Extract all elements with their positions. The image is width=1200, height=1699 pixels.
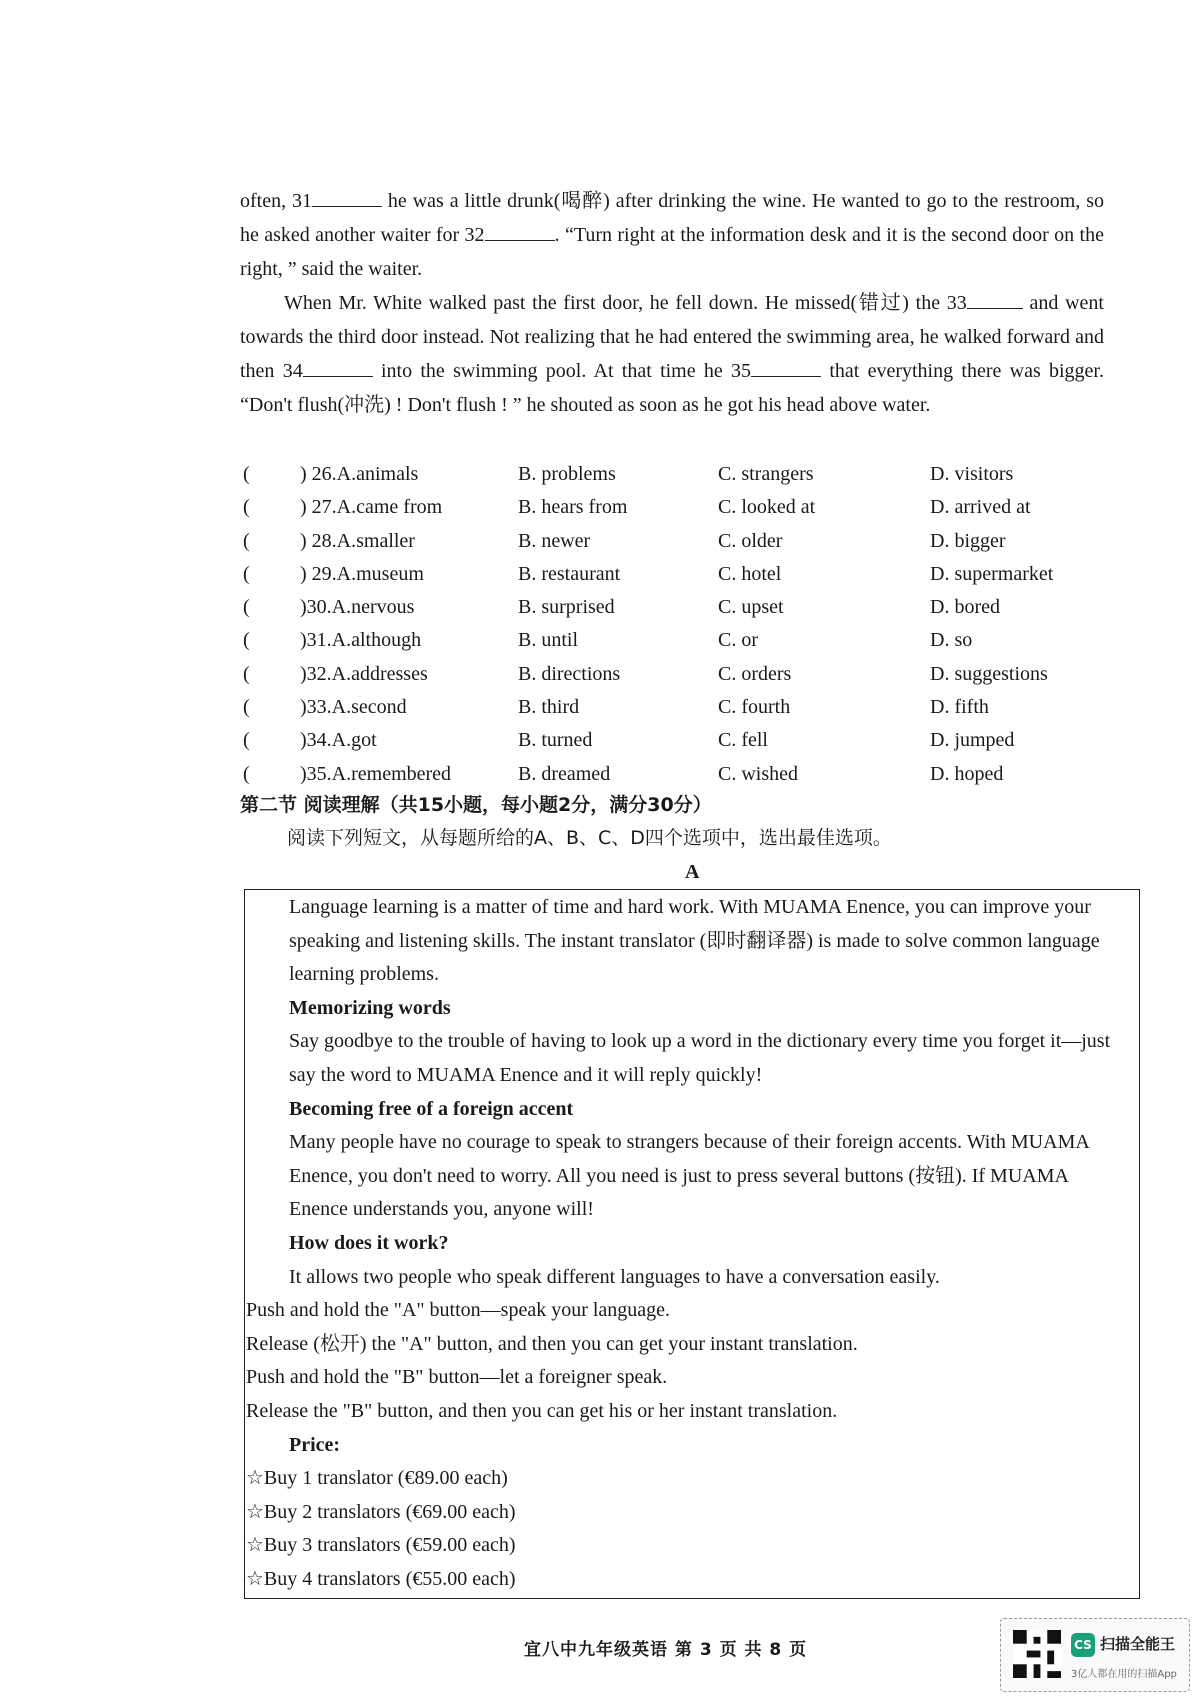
page-footer: 宜八中九年级英语 第 3 页 共 8 页 xyxy=(524,1640,808,1660)
cloze-text: he was a little drunk(喝醉) after drinking the wine. He wanted to go to the restroom, so he asked another waiter for 32 xyxy=(240,190,1105,246)
step-item: Release the "B" button, and then you can get his or her instant translation. xyxy=(246,1399,838,1422)
option-d: D. jumped xyxy=(930,729,1015,752)
option-c: C. orders xyxy=(718,662,792,685)
cloze-text: When Mr. White walked past the first door, he fell down. He missed(错过) the 33 xyxy=(284,292,967,314)
option-a: )33.A.second xyxy=(300,696,407,719)
price-item: ☆Buy 4 translators (€55.00 each) xyxy=(246,1567,516,1590)
option-row-28: ( ) 28.A.smaller B. newer C. older D. bigger xyxy=(240,525,1110,558)
cloze-paragraph-1 xyxy=(240,184,1104,286)
step-item: Release (松开) the "A" button, and then you can get your instant translation. xyxy=(246,1332,858,1355)
option-row-29: ( ) 29.A.museum B. restaurant C. hotel D. supermarket xyxy=(240,558,1110,591)
option-c: C. hotel xyxy=(718,562,782,585)
option-c: C. fourth xyxy=(718,696,791,719)
option-row-27: ( ) 27.A.came from B. hears from C. looked at D. arrived at xyxy=(240,491,1110,524)
option-row-30: ( )30.A.nervous B. surprised C. upset D. bored xyxy=(240,591,1110,624)
option-row-34: ( )34.A.got B. turned C. fell D. jumped xyxy=(240,724,1110,757)
price-item: ☆Buy 1 translator (€89.00 each) xyxy=(246,1467,508,1490)
option-row-31: ( )31.A.although B. until C. or D. so xyxy=(240,624,1110,657)
badge-title: 扫描全能王 xyxy=(1100,1635,1176,1653)
option-c: C. upset xyxy=(718,596,784,619)
option-a: )34.A.got xyxy=(300,729,377,752)
option-d: D. arrived at xyxy=(930,496,1031,519)
option-a: )30.A.nervous xyxy=(300,596,415,619)
option-c: C. older xyxy=(718,529,783,552)
passage-intro: Language learning is a matter of time and hard work. With MUAMA Enence, you can improve your speaking and listening skills. The instant translator (即时翻译器) is made to solve common language learning problems. xyxy=(289,896,1100,986)
option-c: C. or xyxy=(718,629,758,652)
option-row-32: ( )32.A.addresses B. directions C. orders D. suggestions xyxy=(240,658,1110,691)
option-b: B. surprised xyxy=(518,596,615,619)
option-d: D. bored xyxy=(930,596,1000,619)
badge-subtitle: 3亿人都在用的扫描App xyxy=(1071,1669,1177,1680)
subheading-how: How does it work? xyxy=(289,1231,449,1254)
option-b: B. newer xyxy=(518,529,591,552)
blank-35 xyxy=(751,358,821,377)
passage-label: A xyxy=(685,861,700,883)
cloze-text: into the swimming pool. At that time he 35 xyxy=(372,360,752,382)
step-item: Push and hold the "A" button—speak your language. xyxy=(246,1299,671,1322)
option-b: B. hears from xyxy=(518,496,628,519)
subheading-memorizing: Memorizing words xyxy=(289,996,451,1019)
blank-33 xyxy=(967,290,1023,309)
cloze-paragraph-2 xyxy=(240,286,1104,422)
option-d: D. hoped xyxy=(930,762,1004,785)
price-item: ☆Buy 2 translators (€69.00 each) xyxy=(246,1500,516,1523)
option-a: ) 29.A.museum xyxy=(300,562,424,585)
option-b: B. turned xyxy=(518,729,593,752)
option-b: B. directions xyxy=(518,662,621,685)
option-d: D. bigger xyxy=(930,529,1006,552)
options-list xyxy=(240,458,1110,791)
option-d: D. visitors xyxy=(930,463,1014,485)
option-c: C. strangers xyxy=(718,463,814,485)
subheading-accent: Becoming free of a foreign accent xyxy=(289,1097,574,1120)
option-a: )31.A.although xyxy=(300,629,422,652)
option-c: C. fell xyxy=(718,729,768,752)
passage-memorizing: Say goodbye to the trouble of having to look up a word in the dictionary every time you forget it—just say the word to MUAMA Enence and it will reply quickly! xyxy=(289,1030,1111,1086)
section-heading: 第二节 阅读理解（共15小题，每小题2分，满分30分） xyxy=(240,794,712,816)
option-a: )32.A.addresses xyxy=(300,662,428,685)
cloze-text: that everything there was bigger. “Don't flush(冲洗) ! Don't flush ! ” he shouted as soon as he got his head above water. xyxy=(240,360,1104,416)
blank-34 xyxy=(303,358,373,377)
option-c: C. wished xyxy=(718,762,798,785)
scanner-badge xyxy=(1000,1618,1190,1692)
option-b: B. problems xyxy=(518,463,616,485)
cloze-text: often, 31 xyxy=(240,190,313,212)
step-item: Push and hold the "B" button—let a foreigner speak. xyxy=(246,1366,668,1389)
cloze-text: and went towards the third door instead. Not realizing that he had entered the swimming area, he walked forward and then 34 xyxy=(240,292,1104,382)
option-d: D. supermarket xyxy=(930,562,1054,585)
option-d: D. suggestions xyxy=(930,662,1048,685)
qr-code-icon xyxy=(1013,1630,1061,1678)
option-row-33: ( )33.A.second B. third C. fourth D. fifth xyxy=(240,691,1110,724)
passage-how: It allows two people who speak different languages to have a conversation easily. xyxy=(289,1265,940,1288)
option-c: C. looked at xyxy=(718,496,816,519)
cloze-text: . “Turn right at the information desk and it is the second door on the right, ” said the waiter. xyxy=(240,224,1104,280)
price-item: ☆Buy 3 translators (€59.00 each) xyxy=(246,1534,516,1557)
camscanner-logo-icon: CS xyxy=(1071,1633,1095,1657)
subheading-price: Price: xyxy=(289,1433,341,1456)
blank-32 xyxy=(485,222,555,241)
option-a: ) 28.A.smaller xyxy=(300,529,415,552)
option-a: ) 27.A.came from xyxy=(300,496,443,519)
option-d: D. so xyxy=(930,629,973,652)
option-a: )35.A.remembered xyxy=(300,762,452,785)
section-instruction: 阅读下列短文，从每题所给的A、B、C、D四个选项中，选出最佳选项。 xyxy=(287,827,892,849)
option-a: ) 26.A.animals xyxy=(300,463,419,485)
option-b: B. dreamed xyxy=(518,762,611,785)
option-b: B. until xyxy=(518,629,579,652)
passage-text xyxy=(246,891,1126,1596)
option-row-35: ( )35.A.remembered B. dreamed C. wished D. hoped xyxy=(240,758,1110,791)
option-b: B. restaurant xyxy=(518,562,621,585)
passage-accent: Many people have no courage to speak to strangers because of their foreign accents. With MUAMA Enence, you don't need to worry. All you need is just to press several buttons (按钮). If MUAMA Enence understands you, anyone will! xyxy=(289,1131,1089,1221)
option-row-26: ( ) 26.A.animals B. problems C. strangers D. visitors xyxy=(240,458,1110,491)
blank-31 xyxy=(312,188,382,207)
option-b: B. third xyxy=(518,696,580,719)
option-d: D. fifth xyxy=(930,696,989,719)
